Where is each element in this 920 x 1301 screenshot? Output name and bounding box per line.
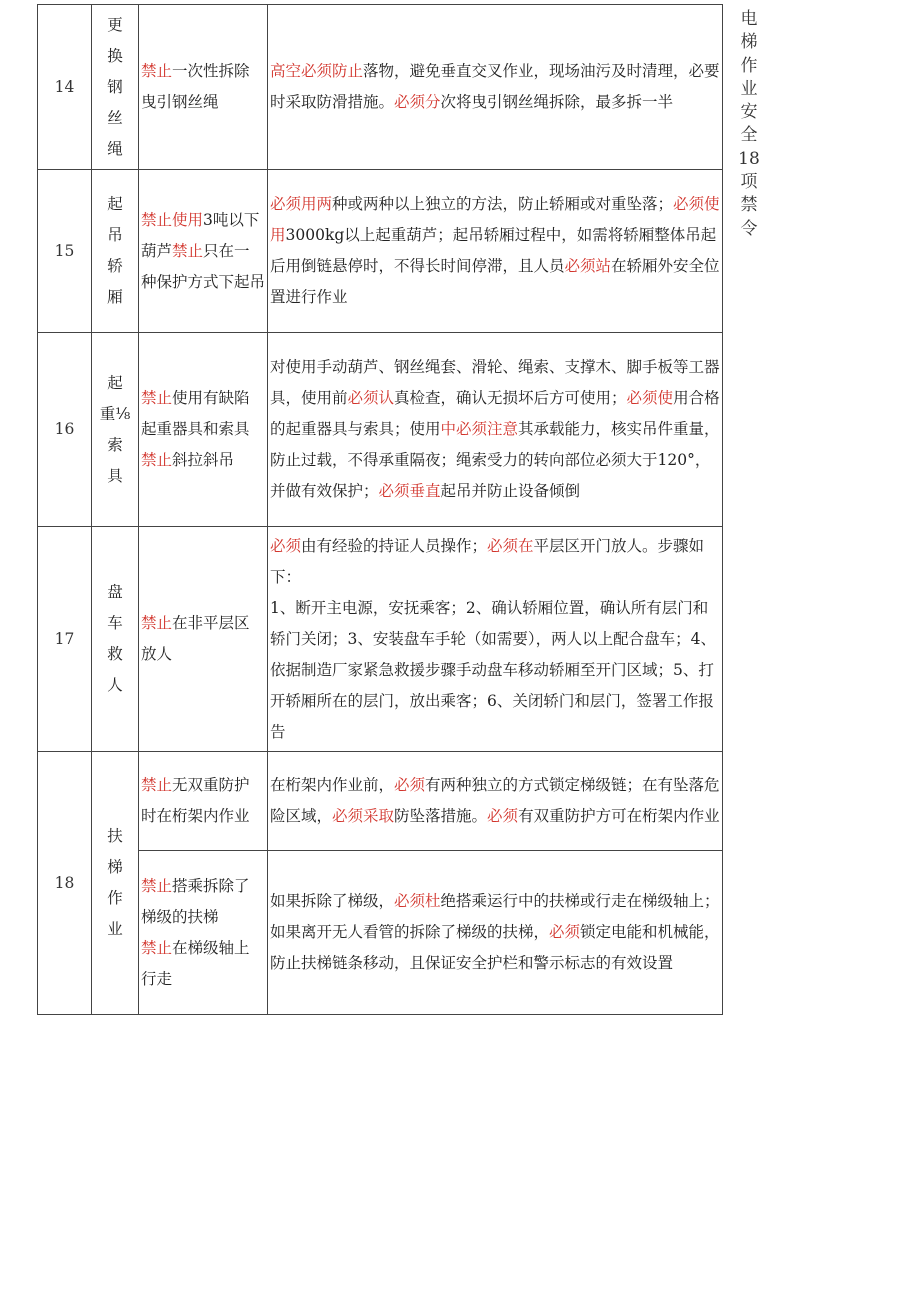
row-title-char: 起 [107,373,123,392]
text-segment: 其承载能力，核实吊件重量，防止过载，不得承重隔夜；绳索受力的转向部位必须大于120°，并做有效保护； [270,420,720,500]
row-title-char: 扶 [107,827,123,845]
row-number: 15 [38,170,92,333]
text-segment: 斜拉斜吊 [172,451,235,469]
side-title-char: 安 [740,102,758,123]
row-title-char: 轿 [107,257,123,275]
row-title-char: 车 [107,614,123,632]
row-title-char: 具 [107,466,123,485]
text-segment: 如果拆除了梯级， [270,892,395,910]
text-segment: 起吊并防止设备倾倒 [440,482,581,500]
document-side-title [738,8,760,241]
keyword-highlight: 必须认 [347,389,395,407]
keyword-highlight: 必须杜 [394,892,441,910]
text-segment: 锁定电能和机械能，防止扶梯链条移动，且保证安全护栏和警示标志的有效设置 [270,923,720,972]
keyword-highlight: 必须采取 [332,807,395,825]
prohibition-cell [139,527,268,752]
keyword-highlight: 禁止 [141,776,173,794]
keyword-highlight: 必须 [270,536,302,555]
keyword-highlight: 禁止 [141,451,173,469]
keyword-highlight: 禁止 [141,62,173,80]
keyword-highlight: 必须在 [487,536,534,555]
row-title-char: 救 [107,645,123,663]
text-segment: 搭乘拆除了梯级的扶梯 [141,876,250,926]
row-title-char: 业 [107,920,123,938]
requirement-cell [268,851,723,1015]
keyword-highlight: 禁止 [141,614,173,632]
row-number: 14 [38,5,92,170]
side-title-char: 业 [740,78,758,99]
requirement-text [270,531,720,748]
text-segment: 真检查，确认无损坏后方可使用； [394,389,627,407]
text-segment: 在桁架内作业前， [270,776,395,794]
prohibition-line [141,871,265,933]
side-title-char: 作 [740,55,758,76]
row-title-char: 盘 [107,583,123,601]
text-segment: 绝搭乘运行中的扶梯或行走在梯级轴上；如果离开无人看管的拆除了梯级的扶梯， [270,892,720,941]
requirement-cell [268,752,723,851]
keyword-highlight: 禁止 [172,241,204,260]
table-row [38,752,723,851]
requirement-cell [268,170,723,333]
row-number: 16 [38,333,92,527]
prohibition-line [141,445,265,476]
table-row [38,333,723,527]
row-number: 18 [38,752,92,1015]
text-segment: 3吨以下葫芦 [141,210,260,260]
prohibition-cell [139,333,268,527]
text-segment: 由有经验的持证人员操作； [301,536,488,555]
text-segment: 只在一种保护方式下起吊 [141,241,266,291]
text-segment: 1、断开主电源，安抚乘客；2、确认轿厢位置，确认所有层门和轿门关闭；3、安装盘车手轮（如需要），两人以上配合盘车；4、依据制造厂家紧急救援步骤手动盘车移动轿厢至开门区域；5、打开轿厢所在的层门，放出乘客；6、关闭轿门和层门，签署工作报告 [270,598,716,741]
requirement-cell [268,5,723,170]
row-title-char: 人 [107,676,123,694]
side-title-char: 令 [740,218,758,239]
side-title-char: 禁 [740,195,758,216]
side-title-char: 项 [740,172,758,193]
prohibition-cell [139,851,268,1015]
table-row [38,851,723,1015]
requirement-text [270,189,720,313]
keyword-highlight: 禁止 [141,938,173,957]
safety-rules-table [37,4,723,1015]
keyword-highlight: 必须用两 [270,195,333,213]
text-segment: 防坠落措施。 [394,807,488,825]
row-title [92,752,139,1015]
row-title-char: 梯 [107,858,123,876]
prohibition-cell [139,170,268,333]
row-title-char: 作 [107,889,123,907]
prohibition-line [141,383,265,445]
prohibition-line [141,933,265,995]
row-title-char: 起 [107,195,123,213]
keyword-highlight: 必须使用 [270,195,720,244]
text-segment: 种或两种以上独立的方法，防止轿厢或对重坠落； [332,195,674,213]
text-segment: 在非平层区放人 [141,614,250,663]
keyword-highlight: 必须站 [564,257,612,275]
requirement-text [270,770,720,832]
row-title-char: 重⅛ [99,404,131,423]
text-segment: 用合格的起重器具与索具；使用 [270,389,720,438]
row-title-char: 丝 [107,108,123,127]
keyword-highlight: 中必须注意 [440,420,519,438]
row-title [92,5,139,170]
text-segment: 有两种独立的方式锁定梯级链；在有坠落危险区域， [270,776,720,825]
prohibition-line [141,770,265,832]
keyword-highlight: 必须垂直 [378,482,441,500]
keyword-highlight: 必须分 [394,93,441,111]
text-segment: 有双重防护方可在桁架内作业 [518,807,720,825]
row-title-char: 吊 [107,226,123,244]
requirement-text [270,352,720,507]
row-number: 17 [38,527,92,752]
table-row [38,527,723,752]
table-row [38,170,723,333]
side-title-char: 18 [738,148,760,169]
row-title [92,170,139,333]
text-segment: 使用有缺陷起重器具和索具 [141,389,250,438]
text-segment: 平层区开门放人。步骤如下： [270,536,705,586]
row-title-char: 绳 [107,139,123,158]
requirement-cell [268,333,723,527]
text-segment: 在轿厢外安全位置进行作业 [270,257,720,306]
text-segment: 无双重防护时在桁架内作业 [141,776,250,825]
requirement-text [270,886,720,979]
row-title [92,333,139,527]
prohibition-line [141,608,265,670]
prohibition-cell [139,5,268,170]
keyword-highlight: 必须使 [626,389,674,407]
keyword-highlight: 禁止 [141,389,173,407]
text-segment: 一次性拆除曳引钢丝绳 [141,62,250,111]
prohibition-cell [139,752,268,851]
row-title-char: 厢 [107,288,123,306]
text-segment: 在梯级轴上行走 [141,938,250,988]
keyword-highlight: 禁止 [141,876,173,895]
prohibition-line [141,56,265,118]
prohibition-line [141,205,265,298]
text-segment: 落物，避免垂直交叉作业，现场油污及时清理，必要时采取防滑措施。 [270,62,720,111]
side-title-char: 电 [740,9,758,29]
side-title-char: 全 [740,125,758,146]
side-title-char: 梯 [740,32,758,53]
row-title-char: 换 [107,46,123,65]
requirement-text [270,56,720,118]
row-title-char: 更 [107,15,123,34]
row-title-char: 钢 [107,77,123,96]
requirement-cell [268,527,723,752]
keyword-highlight: 必须 [549,923,581,941]
text-segment: 次将曳引钢丝绳拆除，最多拆一半 [440,93,674,111]
keyword-highlight: 禁止使用 [141,210,204,229]
keyword-highlight: 高空必须防止 [270,62,364,80]
text-segment: 3000kg以上起重葫芦；起吊轿厢过程中，如需将轿厢整体吊起后用倒链悬停时，不得长时间停滞，且人员 [270,226,717,275]
row-title [92,527,139,752]
text-segment: 对使用手动葫芦、钢丝绳套、滑轮、绳索、支撑木、脚手板等工器具，使用前 [270,358,720,407]
row-title-char: 索 [107,435,123,454]
keyword-highlight: 必须 [487,807,519,825]
keyword-highlight: 必须 [394,776,426,794]
table-row [38,5,723,170]
